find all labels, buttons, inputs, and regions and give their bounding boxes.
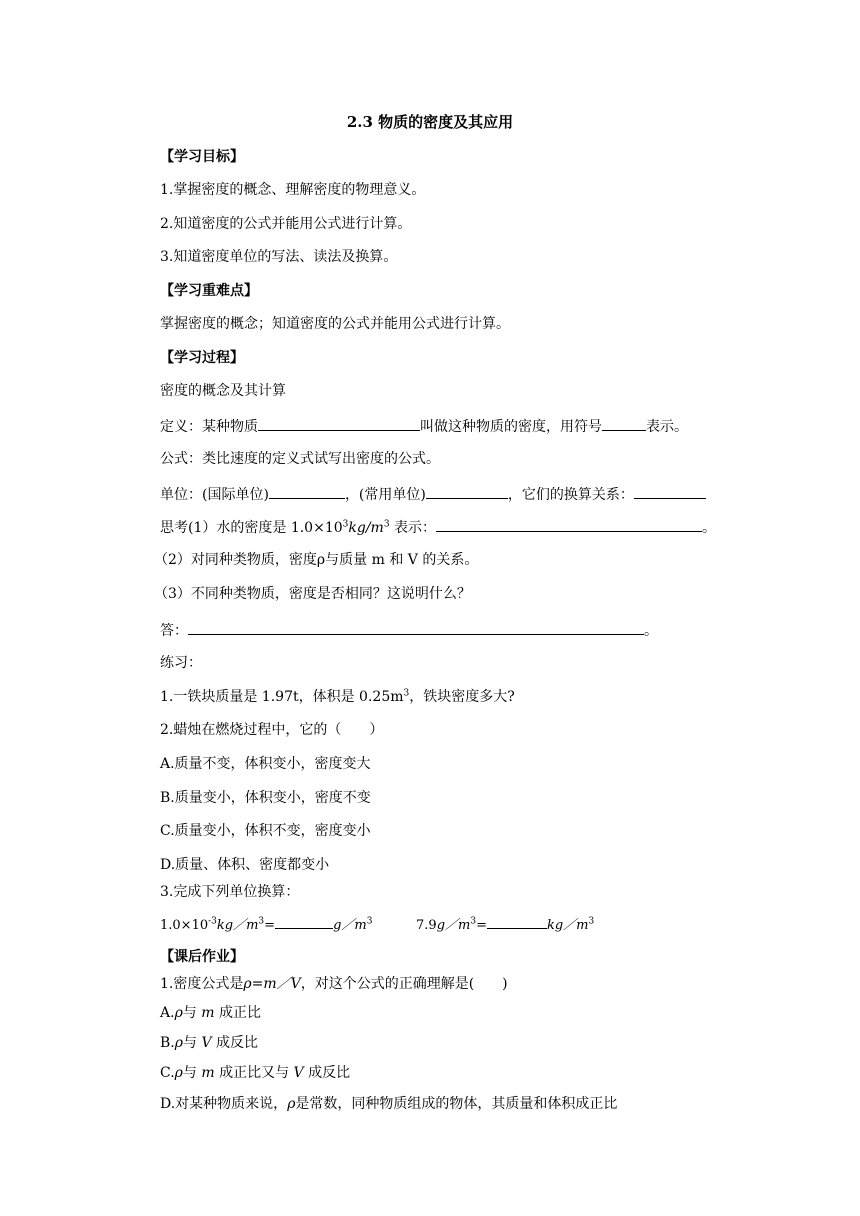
option-text: 成反比 <box>211 1035 259 1051</box>
homework-option-a <box>160 1004 261 1022</box>
option-text: 成正比又与 <box>214 1065 294 1081</box>
conversion-unit: g／m <box>436 918 471 933</box>
conversion-unit-exponent: 3 <box>258 916 265 927</box>
conversion-blank[interactable] <box>634 484 706 499</box>
process-subtitle: 密度的概念及其计算 <box>160 383 286 399</box>
volume-symbol: V <box>201 1035 212 1051</box>
conversion-result-unit: g／m <box>333 918 367 933</box>
unit-text: 单位：(国际单位) <box>160 487 269 503</box>
mass-symbol: m <box>201 1065 215 1081</box>
answer-blank[interactable] <box>188 620 644 635</box>
practice-q2-option-a: A.质量不变，体积变小，密度变大 <box>160 756 371 772</box>
page-title: 2.3 物质的密度及其应用 <box>346 113 514 131</box>
think1-unit-exponent: 3 <box>383 519 390 530</box>
section-heading-process: 【学习过程】 <box>160 350 244 366</box>
option-letter: C. <box>160 1065 175 1081</box>
option-text: 与 <box>182 1005 202 1021</box>
section-heading-goals: 【学习目标】 <box>160 149 244 165</box>
think1-blank[interactable] <box>436 517 702 532</box>
conversion-unit-exponent: 3 <box>470 916 477 927</box>
homework-q1-formula: ρ=m／V <box>243 976 301 992</box>
answer-line <box>160 620 658 640</box>
think3-line: （3）不同种类物质，密度是否相同？这说明什么？ <box>154 586 471 602</box>
definition-text: 表示。 <box>646 419 688 435</box>
unit-line <box>160 484 706 504</box>
option-text: 与 <box>182 1035 202 1051</box>
rho-symbol: ρ <box>174 1005 183 1021</box>
conversion-value: 7.9 <box>416 918 437 933</box>
option-letter: A. <box>160 1005 175 1021</box>
think1-unit: kg/m <box>348 520 384 536</box>
conversion-exponent: -3 <box>208 916 217 927</box>
think1-exponent: 3 <box>342 519 349 530</box>
conversion-line-1 <box>160 914 372 935</box>
think1-text: 思考(1）水的密度是 1.0×10 <box>160 520 343 536</box>
conversion-equals: = <box>476 918 487 933</box>
unit-text: ，它们的换算关系： <box>507 487 634 503</box>
conversion-line-2 <box>416 914 594 935</box>
option-text: 成正比 <box>214 1005 261 1021</box>
homework-q1 <box>160 975 508 993</box>
answer-end: 。 <box>644 623 658 639</box>
practice-q1-text: ，铁块密度多大? <box>409 689 515 705</box>
option-text: 成反比 <box>303 1065 351 1081</box>
practice-q2-option-d: D.质量、体积、密度都变小 <box>160 857 330 873</box>
homework-q1-text: 1.密度公式是 <box>160 976 244 992</box>
option-text: 与 <box>182 1065 202 1081</box>
conversion-result-unit: kg／m <box>546 918 589 933</box>
common-unit-blank[interactable] <box>426 484 508 499</box>
answer-label: 答： <box>160 623 188 639</box>
symbol-blank[interactable] <box>602 416 646 431</box>
goal-item: 2.知道密度的公式并能用公式进行计算。 <box>160 216 412 232</box>
option-letter: B. <box>160 1035 175 1051</box>
conversion-value: 1.0×10 <box>160 918 209 933</box>
goal-item: 1.掌握密度的概念、理解密度的物理意义。 <box>160 182 426 198</box>
rho-symbol: ρ <box>287 1096 296 1112</box>
homework-option-c <box>160 1064 350 1082</box>
practice-q1 <box>160 688 515 706</box>
section-heading-key-points: 【学习重难点】 <box>160 283 258 299</box>
option-text: D.对某种物质来说， <box>160 1096 288 1112</box>
conversion-result-exponent: 3 <box>366 916 373 927</box>
definition-blank[interactable] <box>258 416 420 431</box>
homework-q1-text: ，对这个公式的正确理解是( ) <box>300 976 508 992</box>
practice-label: 练习： <box>160 655 202 671</box>
conversion-result-exponent: 3 <box>588 916 595 927</box>
think1-end: 。 <box>702 520 716 536</box>
conversion-blank-1[interactable] <box>275 914 333 929</box>
homework-option-b <box>160 1034 258 1052</box>
mass-symbol: m <box>201 1005 215 1021</box>
unit-text: ，(常用单位) <box>344 487 426 503</box>
definition-text: 定义：某种物质 <box>160 419 258 435</box>
think2-line: （2）对同种类物质，密度ρ与质量 m 和 V 的关系。 <box>154 552 479 568</box>
rho-symbol: ρ <box>174 1065 183 1081</box>
practice-q1-exponent: 3 <box>403 688 410 699</box>
section-heading-homework: 【课后作业】 <box>160 949 244 965</box>
practice-q1-text: 1.一铁块质量是 1.97t，体积是 0.25m <box>160 689 404 705</box>
option-text: 是常数，同种物质组成的物体，其质量和体积成正比 <box>295 1096 618 1112</box>
practice-q2-option-c: C.质量变小，体积不变，密度变小 <box>160 823 371 839</box>
formula-line: 公式：类比速度的定义式试写出密度的公式。 <box>160 451 440 467</box>
think1-line <box>160 517 716 537</box>
si-unit-blank[interactable] <box>269 484 345 499</box>
practice-q2: 2.蜡烛在燃烧过程中，它的（ ） <box>160 722 384 738</box>
definition-text: 叫做这种物质的密度，用符号 <box>420 419 602 435</box>
definition-line <box>160 416 688 436</box>
conversion-equals: = <box>264 918 276 933</box>
volume-symbol: V <box>293 1065 304 1081</box>
think1-text: 表示： <box>389 520 436 536</box>
practice-q2-option-b: B.质量变小，体积变小，密度不变 <box>160 790 371 806</box>
practice-q3: 3.完成下列单位换算： <box>160 884 300 900</box>
key-points-text: 掌握密度的概念；知道密度的公式并能用公式进行计算。 <box>160 316 510 332</box>
homework-option-d <box>160 1095 617 1113</box>
conversion-unit: kg／m <box>216 918 259 933</box>
goal-item: 3.知道密度单位的写法、读法及换算。 <box>160 249 398 265</box>
conversion-blank-2[interactable] <box>487 914 547 929</box>
rho-symbol: ρ <box>174 1035 183 1051</box>
